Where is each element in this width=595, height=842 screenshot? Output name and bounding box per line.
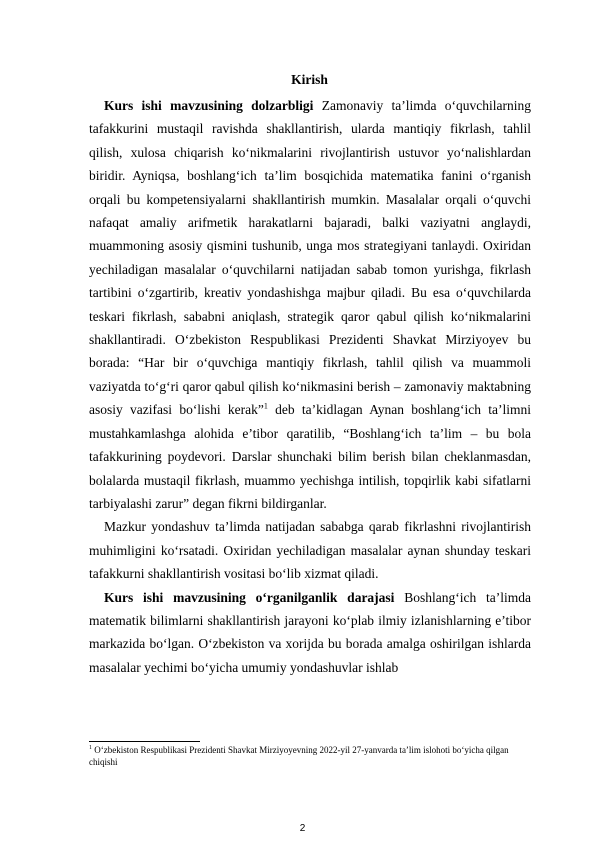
paragraph-approach: Mazkur yondashuv ta’limda natijadan sababga qarab fikrlashni rivojlantirish muhimligini ko‘rsatadi. Oxiridan yechiladigan masalalar aynan shunday teskari tafakkurni shakllantirish vositasi bo‘lib xizmat qiladi. [89,519,531,582]
footnote-reference[interactable]: 1 [263,401,268,411]
paragraph-relevance [89,94,531,515]
page-number: 2 [299,823,306,834]
page-heading: Kirish [291,72,328,87]
footnote-text: O‘zbekiston Respublikasi Prezidenti Shavkat Mirziyoyevning 2022-yil 27-yanvarda ta’lim islohoti bo‘yicha qilgan chiqishi [89,745,509,767]
study-level-lead: Kurs ishi mavzusining o‘rganilganlik darajasi [104,589,395,605]
footnote-number: 1 [89,745,92,751]
footnote-divider [89,741,200,742]
paragraph-study-level [89,586,531,680]
relevance-text-a: Zamonaviy ta’limda o‘quvchilarning tafakkurini mustaqil ravishda shakllantirish, ularda mantiqiy fikrlash, tahlil qilish, xulosa chiqarish ko‘nikmalarini rivojlantirish ustuvor yo‘nalishlardan biridir. Ayniqsa, boshlang‘ich ta’lim bosqichida matematika fanini o‘rganish orqali bu kompetensiyalarni shakllantirish mumkin. Masalalar orqali o‘quvchi nafaqat amaliy arifmetik harakatlarni bajaradi, balki vaziyatni anglaydi, muammoning asosiy qismini tushunib, unga mos strategiyani tanlaydi. Oxiridan yechiladigan masalalar o‘quvchilarni natijadan sabab tomon yurishga, fikrlash tartibini o‘zgartirib, kreativ yondashishga majbur qiladi. Bu esa o‘quvchilarda teskari fikrlash, sababni aniqlash, strategik qaror qabul qilish ko‘nikmalarini shakllantiradi. O‘zbekiston Respublikasi Prezidenti Shavkat Mirziyoyev bu borada: “Har bir o‘quvchiga mantiqiy fikrlash, tahlil qilish va muammoli vaziyatda to‘g‘ri qaror qabul qilish ko‘nikmasini berish – zamonaviy maktabning asosiy vazifasi bo‘lishi kerak” [89,98,531,418]
relevance-lead: Kurs ishi mavzusining dolzarbligi [104,98,314,113]
footnote [89,744,529,768]
relevance-text-b: deb ta’kidlagan Aynan boshlang‘ich ta’limni mustahkamlashga alohida e’tibor qaratilib, “Boshlang‘ich ta’lim – bu bola tafakkurining poydevori. Darslar shunchaki bilim berish bilan cheklanmasdan, bolalarda mustaqil fikrlash, muammo yechishga intilish, topqirlik kabi sifatlarni tarbiyalashi zarur” degan fikrni bildirganlar. [89,402,532,511]
main-text [89,94,531,679]
study-level-text: Boshlang‘ich ta’limda matematik bilimlarni shakllantirish jarayoni ko‘plab ilmiy izlanishlarning e’tibor markazida bo‘lgan. O‘zbekiston va xorijda bu borada amalga oshirilgan ishlarda masalalar yechimi bo‘yicha umumiy yondashuvlar ishlab [89,589,531,675]
